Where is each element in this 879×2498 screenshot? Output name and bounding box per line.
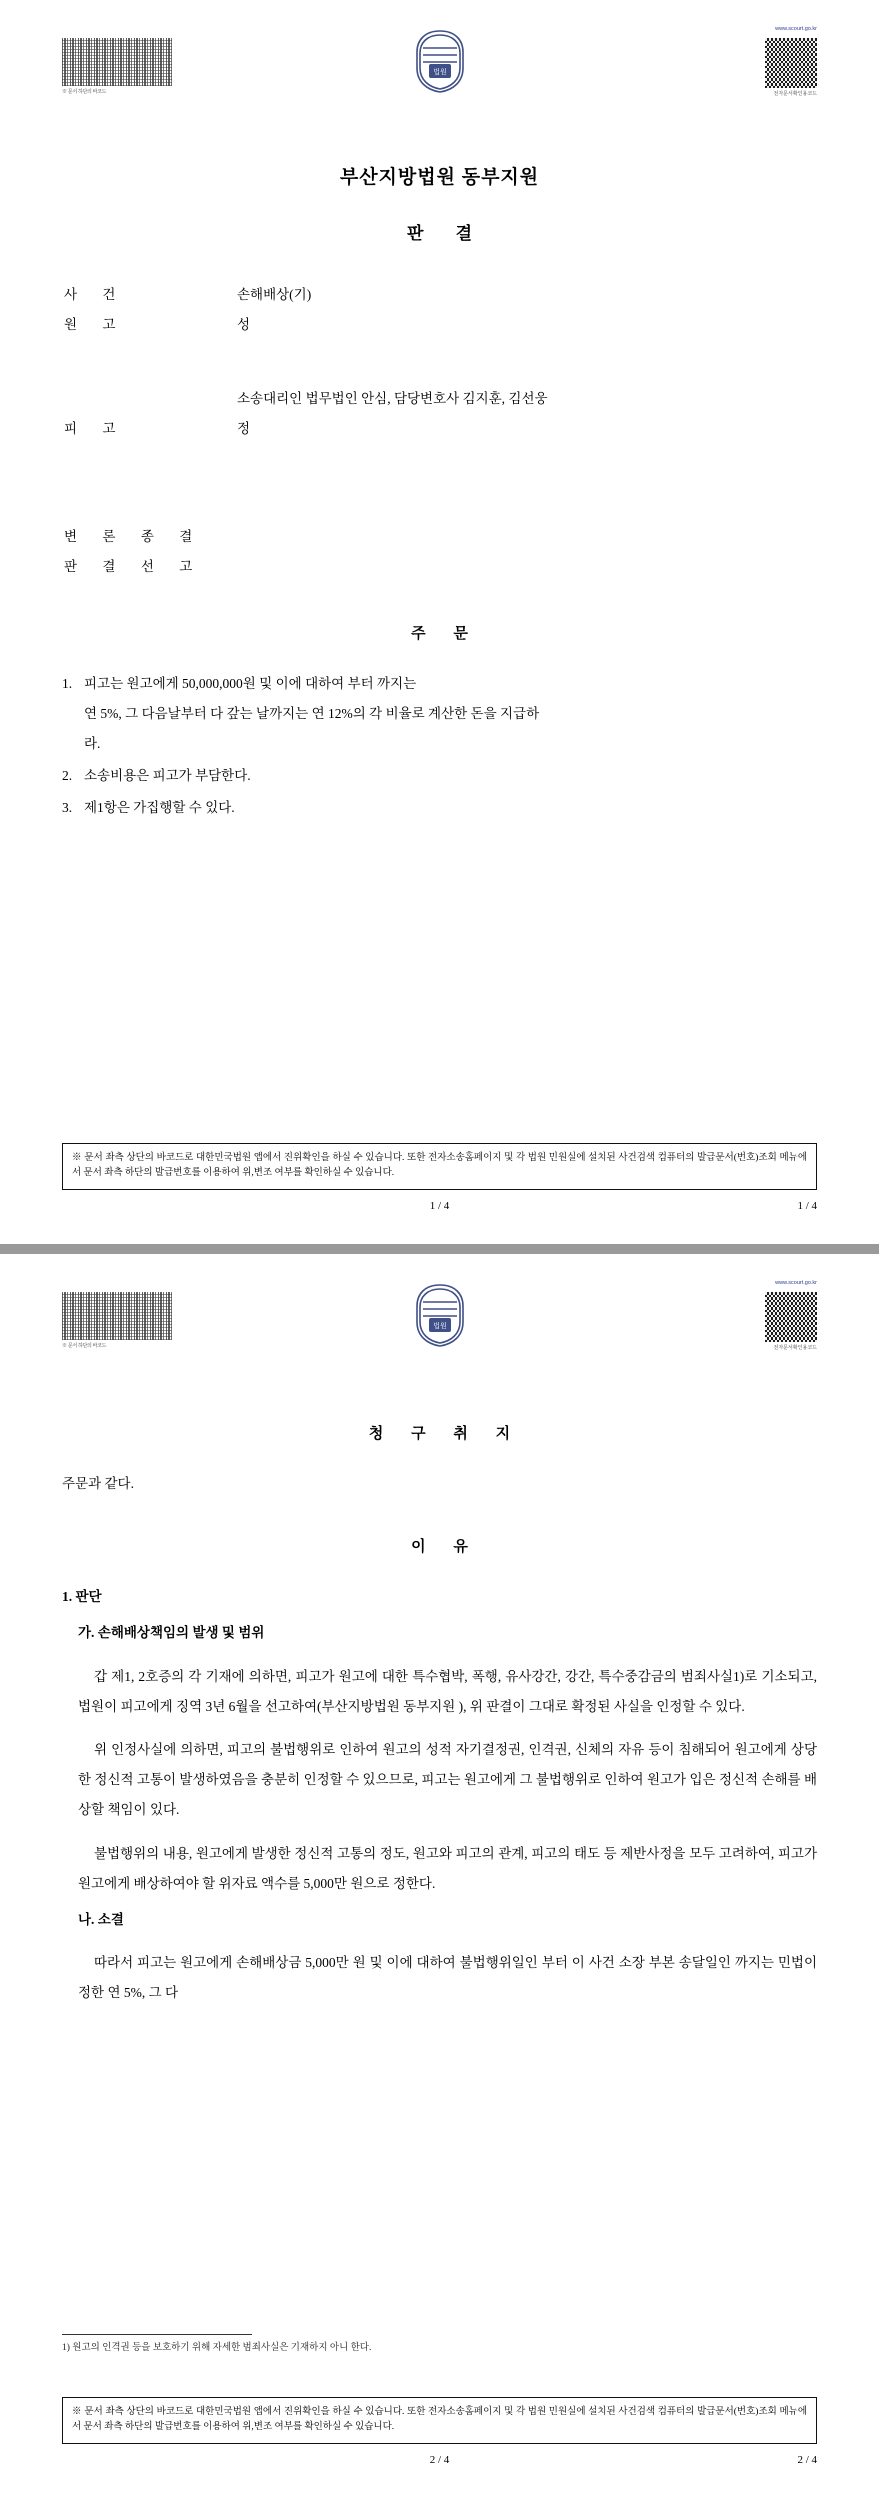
verification-notice: ※ 문서 좌측 상단의 바코드로 대한민국법원 앱에서 진위확인을 하실 수 있습니다. 또한 전자소송홈페이지 및 각 법원 민원실에 설치된 사건검색 컴퓨터의 발급문서(번호)조회 메뉴에서 문서 좌측 하단의 발급번호를 이용하여 위,변조 여부를 확인하실 수 있습니다. bbox=[62, 1143, 817, 1190]
heading-na: 나. 소결 bbox=[78, 1911, 124, 1927]
meta-value: 정 bbox=[237, 421, 251, 436]
list-item-number: 2. bbox=[62, 768, 73, 783]
meta-label: 피 고 bbox=[64, 421, 127, 436]
document-title: 판 결 bbox=[406, 224, 487, 243]
barcode-icon bbox=[62, 1292, 172, 1340]
list-item-number: 1. bbox=[62, 676, 73, 691]
court-emblem-icon bbox=[409, 28, 471, 94]
verification-notice: ※ 문서 좌측 상단의 바코드로 대한민국법원 앱에서 진위확인을 하실 수 있습니다. 또한 전자소송홈페이지 및 각 법원 민원실에 설치된 사건검색 컴퓨터의 발급문서(번호)조회 메뉴에서 문서 좌측 하단의 발급번호를 이용하여 위,변조 여부를 확인하실 수 있습니다. bbox=[62, 2397, 817, 2444]
meta-row bbox=[62, 522, 817, 552]
claim-text: 주문과 같다. bbox=[62, 1476, 134, 1491]
reason-body-na bbox=[62, 1948, 817, 2008]
page-header bbox=[62, 24, 817, 110]
qr-caption: 전자문서확인용코드 bbox=[773, 1345, 817, 1351]
heading-1: 1. 판단 bbox=[62, 1589, 102, 1604]
meta-row bbox=[62, 310, 817, 340]
page-number-bar bbox=[62, 1200, 817, 1216]
meta-value bbox=[237, 552, 817, 582]
barcode-icon bbox=[62, 38, 172, 86]
qr-code-icon bbox=[765, 1292, 817, 1342]
heading-ga: 가. 손해배상책임의 발생 및 범위 bbox=[78, 1625, 265, 1640]
section-title-reason: 이 유 bbox=[411, 1539, 480, 1555]
page-number-bar bbox=[62, 2454, 817, 2470]
meta-row bbox=[62, 552, 817, 582]
list-item-text: 소송비용은 피고가 부담한다. bbox=[84, 768, 251, 783]
meta-label: 사 건 bbox=[64, 287, 127, 302]
list-item-text: 제1항은 가집행할 수 있다. bbox=[84, 800, 235, 815]
list-item bbox=[62, 669, 817, 759]
svg-text:법원: 법원 bbox=[432, 69, 447, 76]
document-page-1 bbox=[0, 0, 879, 1244]
footnote-text: 1) 원고의 인격권 등을 보호하기 위해 자세한 범죄사실은 기재하지 아니 한다. bbox=[62, 2343, 372, 2353]
meta-label: 원 고 bbox=[64, 317, 127, 332]
court-emblem-icon bbox=[409, 1282, 471, 1348]
page-header bbox=[62, 1278, 817, 1364]
paragraph: 불법행위의 내용, 원고에게 발생한 정신적 고통의 정도, 원고와 피고의 관계, 피고의 태도 등 제반사정을 모두 고려하여, 피고가 원고에게 배상하여야 할 위자료 액수를 5,000만 원으로 정한다. bbox=[78, 1845, 817, 1891]
barcode-caption: ※ 문서 하단의 바코드 bbox=[62, 1343, 107, 1349]
footnote-area bbox=[62, 2334, 817, 2356]
meta-label: 판 결 선 고 bbox=[64, 559, 204, 574]
paragraph: 위 인정사실에 의하면, 피고의 불법행위로 인하여 원고의 성적 자기결정권, 인격권, 신체의 자유 등이 침해되어 원고에게 상당한 정신적 고통이 발생하였음을 충분히 인정할 수 있으므로, 피고는 원고에게 그 불법행위로 인하여 원고가 입은 정신적 손해를 배상할 책임이 있다. bbox=[78, 1742, 817, 1817]
page-number-right: 1 / 4 bbox=[797, 1200, 817, 1212]
section-title-claim: 청 구 취 지 bbox=[368, 1426, 523, 1442]
svg-text:법원: 법원 bbox=[432, 1323, 447, 1330]
order-line: 라. bbox=[84, 736, 101, 751]
scourt-url: www.scourt.go.kr bbox=[775, 26, 817, 32]
meta-label: 변 론 종 결 bbox=[64, 529, 204, 544]
page-number-right: 2 / 4 bbox=[797, 2454, 817, 2466]
meta-value: 성 bbox=[237, 317, 251, 332]
list-item-number: 3. bbox=[62, 800, 73, 815]
meta-row bbox=[62, 280, 817, 310]
page-number-center: 1 / 4 bbox=[429, 1200, 450, 1212]
page-separator bbox=[0, 1244, 879, 1254]
order-list bbox=[62, 669, 817, 823]
case-meta-table bbox=[62, 280, 817, 582]
section-title-order: 주 문 bbox=[411, 626, 480, 642]
meta-value: 손해배상(기) bbox=[237, 287, 312, 302]
meta-value: 소송대리인 법무법인 안심, 담당변호사 김지훈, 김선웅 bbox=[237, 391, 548, 406]
order-line: 연 5%, 그 다음날부터 다 갚는 날까지는 연 12%의 각 비율로 계산한 돈을 지급하 bbox=[84, 706, 540, 721]
page-number-center: 2 / 4 bbox=[429, 2454, 450, 2466]
meta-row bbox=[62, 384, 817, 414]
footnote-divider bbox=[62, 2334, 252, 2335]
scourt-url: www.scourt.go.kr bbox=[775, 1280, 817, 1286]
meta-row bbox=[62, 414, 817, 444]
qr-caption: 전자문서확인용코드 bbox=[773, 91, 817, 97]
qr-code-icon bbox=[765, 38, 817, 88]
list-item bbox=[62, 793, 817, 823]
meta-value bbox=[237, 522, 817, 552]
barcode-caption: ※ 문서 하단의 바코드 bbox=[62, 89, 107, 95]
meta-label bbox=[62, 384, 237, 414]
paragraph: 따라서 피고는 원고에게 손해배상금 5,000만 원 및 이에 대하여 불법행위일인 부터 이 사건 소장 부본 송달일인 까지는 민법이 정한 연 5%, 그 다 bbox=[78, 1955, 817, 2000]
list-item-text bbox=[84, 669, 817, 759]
paragraph: 갑 제1, 2호증의 각 기재에 의하면, 피고가 원고에 대한 특수협박, 폭행, 유사강간, 강간, 특수중감금의 범죄사실1)로 기소되고, 법원이 피고에게 징역 3년 6월을 선고하여(부산지방법원 동부지원 ), 위 판결이 그대로 확정된 사실을 인정할 수 있다. bbox=[78, 1668, 817, 1714]
court-name: 부산지방법원 동부지원 bbox=[339, 167, 540, 188]
list-item bbox=[62, 761, 817, 791]
order-line: 피고는 원고에게 50,000,000원 및 이에 대하여 부터 까지는 bbox=[84, 676, 417, 691]
reason-body bbox=[62, 1662, 817, 1899]
document-page-2 bbox=[0, 1254, 879, 2498]
